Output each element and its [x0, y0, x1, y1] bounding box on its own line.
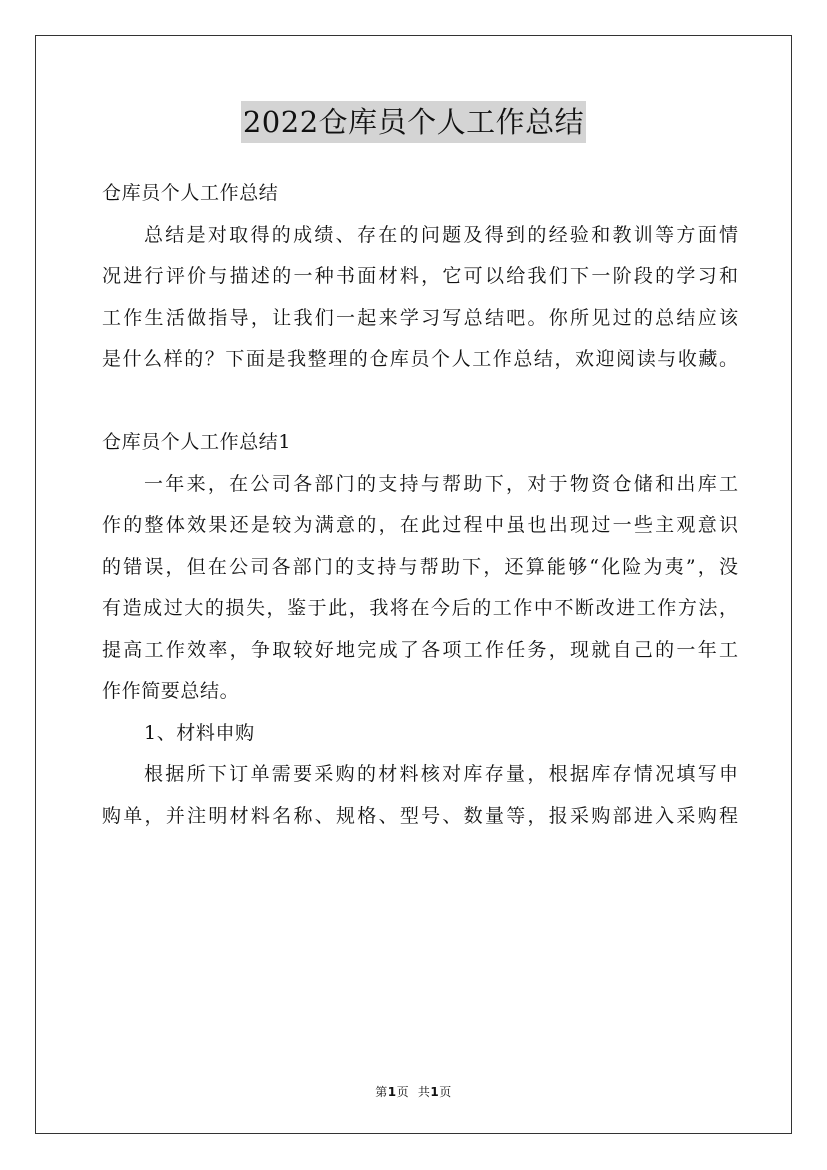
- item1-heading: 1、材料申购: [144, 721, 255, 744]
- section-heading: 仓库员个人工作总结: [102, 182, 279, 204]
- document-body: [102, 173, 738, 837]
- section1-line-2: 作的整体效果还是较为满意的，在此过程中虽也出现过一些主观意识: [102, 514, 738, 536]
- page-number: 1: [387, 1085, 397, 1099]
- page-prefix: 第: [375, 1085, 388, 1099]
- intro-line-1: 总结是对取得的成绩、存在的问题及得到的经验和教训等方面情: [144, 223, 738, 246]
- title-container: [0, 101, 827, 143]
- intro-line-2: 况进行评价与描述的一种书面材料，它可以给我们下一阶段的学习和: [102, 265, 738, 287]
- section1-line-4: 有造成过大的损失，鉴于此，我将在今后的工作中不断改进工作方法，: [102, 597, 738, 619]
- item1-line-2: 购单，并注明材料名称、规格、型号、数量等，报采购部进入采购程: [102, 804, 738, 827]
- intro-line-3: 工作生活做指导，让我们一起来学习写总结吧。你所见过的总结应该: [102, 306, 738, 329]
- item1-line-1: 根据所下订单需要采购的材料核对库存量，根据库存情况填写申: [144, 763, 738, 785]
- total-pages: 1: [430, 1085, 440, 1099]
- section1-heading: 仓库员个人工作总结1: [102, 431, 292, 453]
- section1-line-6: 作作简要总结。: [102, 680, 240, 702]
- page-suffix: 页: [396, 1085, 410, 1099]
- total-prefix: 共: [417, 1085, 431, 1099]
- paragraph-gap: [102, 381, 738, 423]
- total-suffix: 页: [439, 1085, 452, 1099]
- section1-line-5: 提高工作效率，争取较好地完成了各项工作任务，现就自己的一年工: [102, 638, 738, 661]
- section1-line-3: 的错误，但在公司各部门的支持与帮助下，还算能够“化险为夷”，没: [102, 555, 738, 578]
- document-title: 2022仓库员个人工作总结: [241, 101, 586, 143]
- page-footer: [0, 1083, 827, 1100]
- intro-line-4: 是什么样的？下面是我整理的仓库员个人工作总结，欢迎阅读与收藏。: [102, 348, 738, 370]
- section1-line-1: 一年来，在公司各部门的支持与帮助下，对于物资仓储和出库工: [144, 472, 738, 495]
